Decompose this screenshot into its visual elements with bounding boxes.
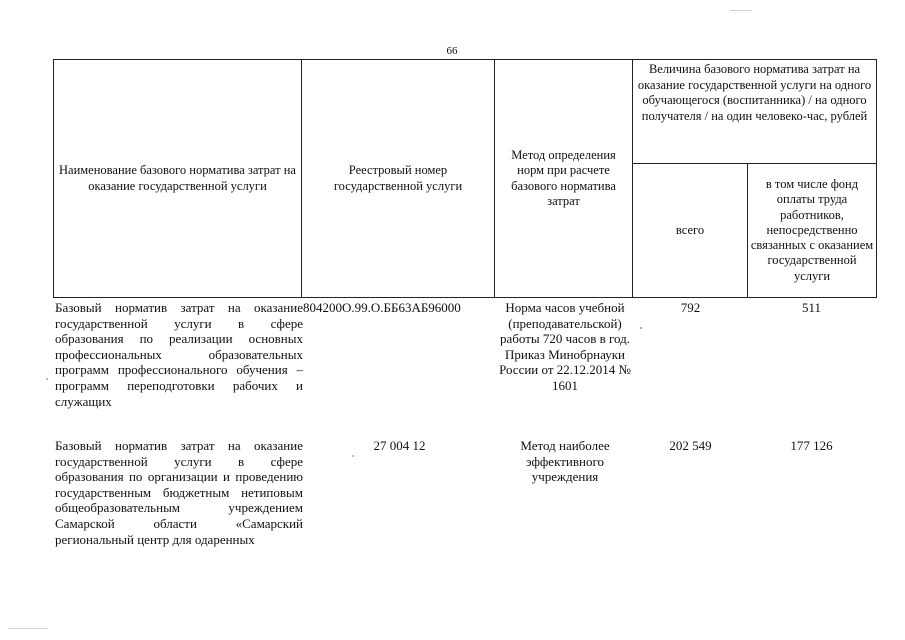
row-registry-number: 804200О.99.О.ББ63АБ96000 — [303, 300, 461, 315]
row-service-name: Базовый норматив затрат на оказание государственной услуги в сфере образования по организации и проведению государственным бюджетным нетиповым общеобразовательным учреждением Самарской области «Самарский региональный центр для одаренных — [55, 438, 303, 547]
row-total-value: 202 549 — [669, 438, 712, 453]
scan-speck — [640, 327, 642, 329]
scan-speck — [730, 10, 752, 11]
row-service-name: Базовый норматив затрат на оказание государственной услуги в сфере образования по реализации основных профессиональных образовательных программ профессионального обучения – программ переподготовки рабочих и служащих — [55, 300, 303, 409]
header-registry-column: Реестровый номер государственной услуги — [302, 60, 495, 298]
row-total-value: 792 — [680, 300, 701, 315]
scan-speck — [46, 378, 48, 380]
header-value-group: Величина базового норматива затрат на оказание государственной услуги на одного обучающегося (воспитанника) / на одного получателя / на один человеко-час, рублей — [633, 60, 877, 164]
header-fund-column: в том числе фонд оплаты труда работников, непосредственно связанных с оказанием государственной услуги — [748, 164, 877, 298]
row-method: Норма часов учебной (преподавательской) работы 720 часов в год. Приказ Минобрнауки России от 22.12.2014 № 1601 — [499, 300, 631, 393]
scan-speck — [8, 628, 48, 629]
header-name-column: Наименование базового норматива затрат на оказание государственной услуги — [54, 60, 302, 298]
scan-speck — [352, 455, 354, 457]
row-fund-value: 511 — [801, 300, 822, 315]
row-registry-number: 27 004 12 — [373, 438, 426, 453]
row-fund-value: 177 126 — [790, 438, 833, 453]
header-method-column: Метод определения норм при расчете базового норматива затрат — [495, 60, 633, 298]
row-method: Метод наиболее эффективного учреждения — [520, 438, 610, 485]
page-number: 66 — [446, 45, 458, 57]
header-total-column: всего — [633, 164, 748, 298]
cost-norm-table-header — [53, 59, 877, 298]
